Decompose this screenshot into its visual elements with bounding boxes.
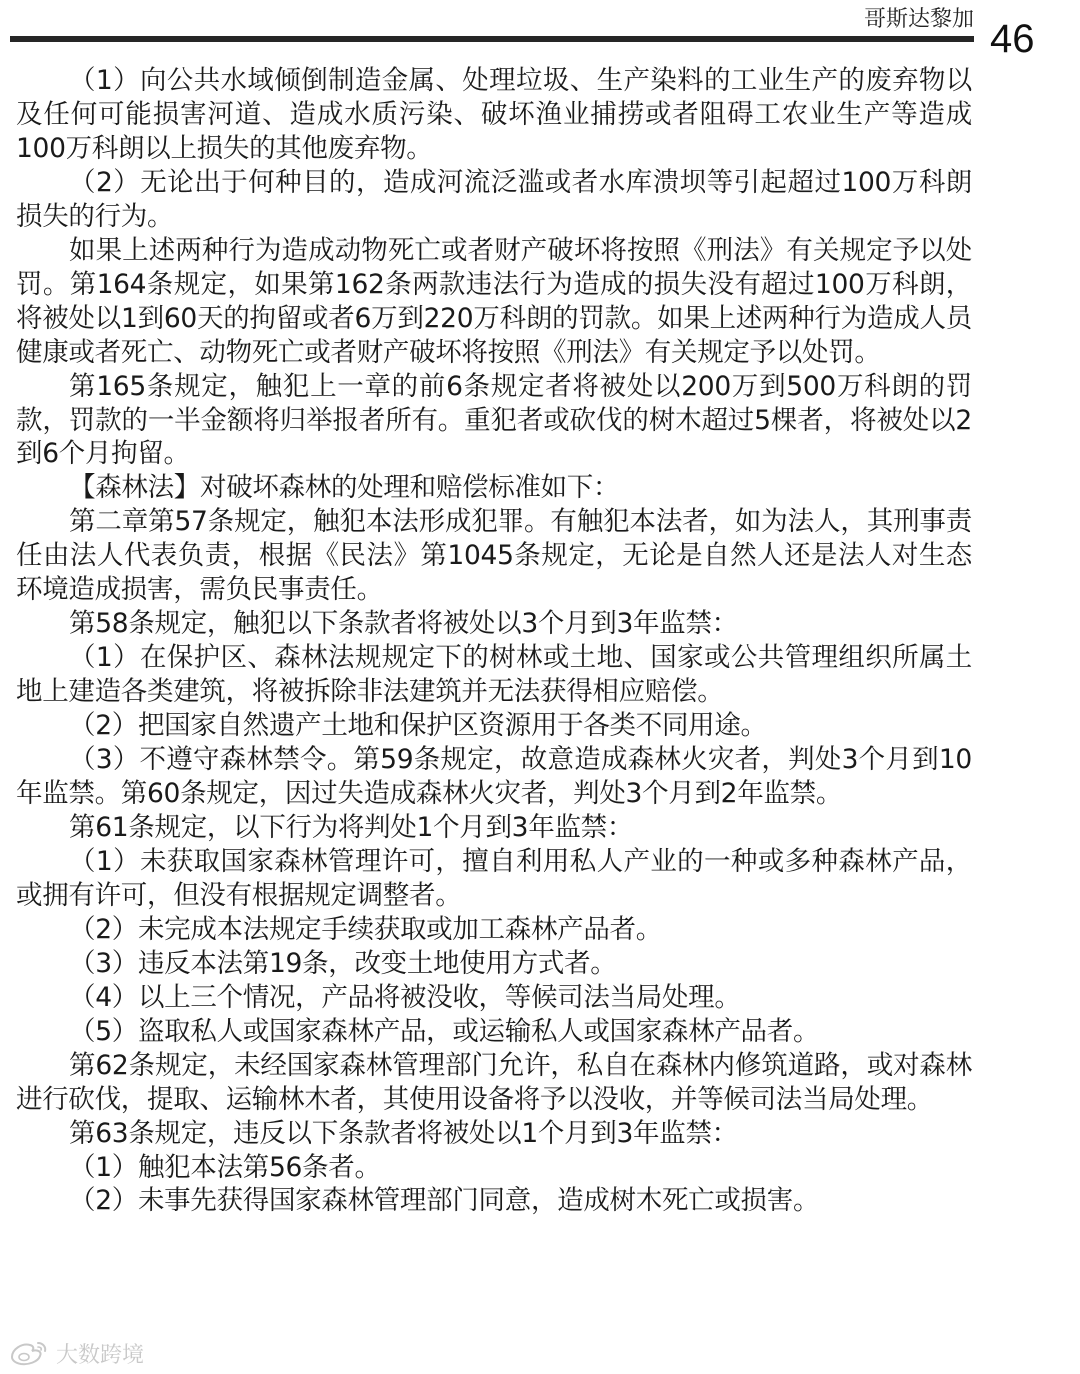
paragraph: 第165条规定，触犯上一章的前6条规定者将被处以200万到500万科朗的罚款，罚款的一半金额将归举报者所有。重犯者或砍伐的树木超过5棵者，将被处以2到6个月拘留。 xyxy=(16,370,972,470)
paragraph: 第63条规定，违反以下条款者将被处以1个月到3年监禁： xyxy=(69,1117,738,1149)
paragraph: 第61条规定，以下行为将判处1个月到3年监禁： xyxy=(69,811,634,843)
paragraph: （4）以上三个情况，产品将被没收，等候司法当局处理。 xyxy=(69,981,741,1013)
paragraph: （1）触犯本法第56条者。 xyxy=(69,1151,381,1183)
paragraph: 【森林法】对破坏森林的处理和赔偿标准如下： xyxy=(69,472,620,504)
weibo-logo-icon xyxy=(8,1339,50,1367)
paragraph: （2）把国家自然遗产土地和保护区资源用于各类不同用途。 xyxy=(69,710,767,742)
paragraph: （5）盗取私人或国家森林产品，或运输私人或国家森林产品者。 xyxy=(69,1015,820,1047)
paragraph: 第58条规定，触犯以下条款者将被处以3个月到3年监禁： xyxy=(69,608,738,640)
paragraph: 第二章第57条规定，触犯本法形成犯罪。有触犯本法者，如为法人，其刑事责任由法人代表负责，根据《民法》第1045条规定，无论是自然人还是法人对生态环境造成损害，需负民事责任。 xyxy=(16,506,972,606)
paragraph: （3）违反本法第19条，改变土地使用方式者。 xyxy=(69,947,617,979)
paragraph: （1）向公共水域倾倒制造金属、处理垃圾、生产染料的工业生产的废弃物以及任何可能损害河道、造成水质污染、破坏渔业捕捞或者阻碍工农业生产等造成100万科朗以上损失的其他废弃物。 xyxy=(16,65,972,164)
paragraph: （1）在保护区、森林法规规定下的树林或土地、国家或公共管理组织所属土地上建造各类建筑，将被拆除非法建筑并无法获得相应赔偿。 xyxy=(16,642,972,708)
header-rule xyxy=(10,36,974,42)
paragraph: 第62条规定，未经国家森林管理部门允许，私自在森林内修筑道路，或对森林进行砍伐，提取、运输林木者，其使用设备将予以没收，并等候司法当局处理。 xyxy=(16,1049,972,1115)
body-text xyxy=(16,64,972,1218)
watermark xyxy=(8,1338,144,1368)
paragraph: （2）未事先获得国家森林管理部门同意，造成树木死亡或损害。 xyxy=(69,1185,820,1217)
watermark-text: 大数跨境 xyxy=(56,1342,145,1368)
paragraph: （3）不遵守森林禁令。第59条规定，故意造成森林火灾者，判处3个月到10年监禁。第60条规定，因过失造成森林火灾者，判处3个月到2年监禁。 xyxy=(16,744,972,810)
paragraph: （2）未完成本法规定手续获取或加工森林产品者。 xyxy=(69,913,662,945)
page-number: 46 xyxy=(990,17,1035,61)
running-header-title: 哥斯达黎加 xyxy=(863,7,974,32)
paragraph: （1）未获取国家森林管理许可，擅自利用私人产业的一种或多种森林产品，或拥有许可，但没有根据规定调整者。 xyxy=(16,845,972,911)
paragraph: 如果上述两种行为造成动物死亡或者财产破坏将按照《刑法》有关规定予以处罚。第164条规定，如果第162条两款违法行为造成的损失没有超过100万科朗，将被处以1到60天的拘留或者6万到220万科朗的罚款。如果上述两种行为造成人员健康或者死亡、动物死亡或者财产破坏将按照《刑法》有关规定予以处罚。 xyxy=(16,234,972,368)
paragraph: （2）无论出于何种目的，造成河流泛滥或者水库溃坝等引起超过100万科朗损失的行为。 xyxy=(16,166,972,232)
